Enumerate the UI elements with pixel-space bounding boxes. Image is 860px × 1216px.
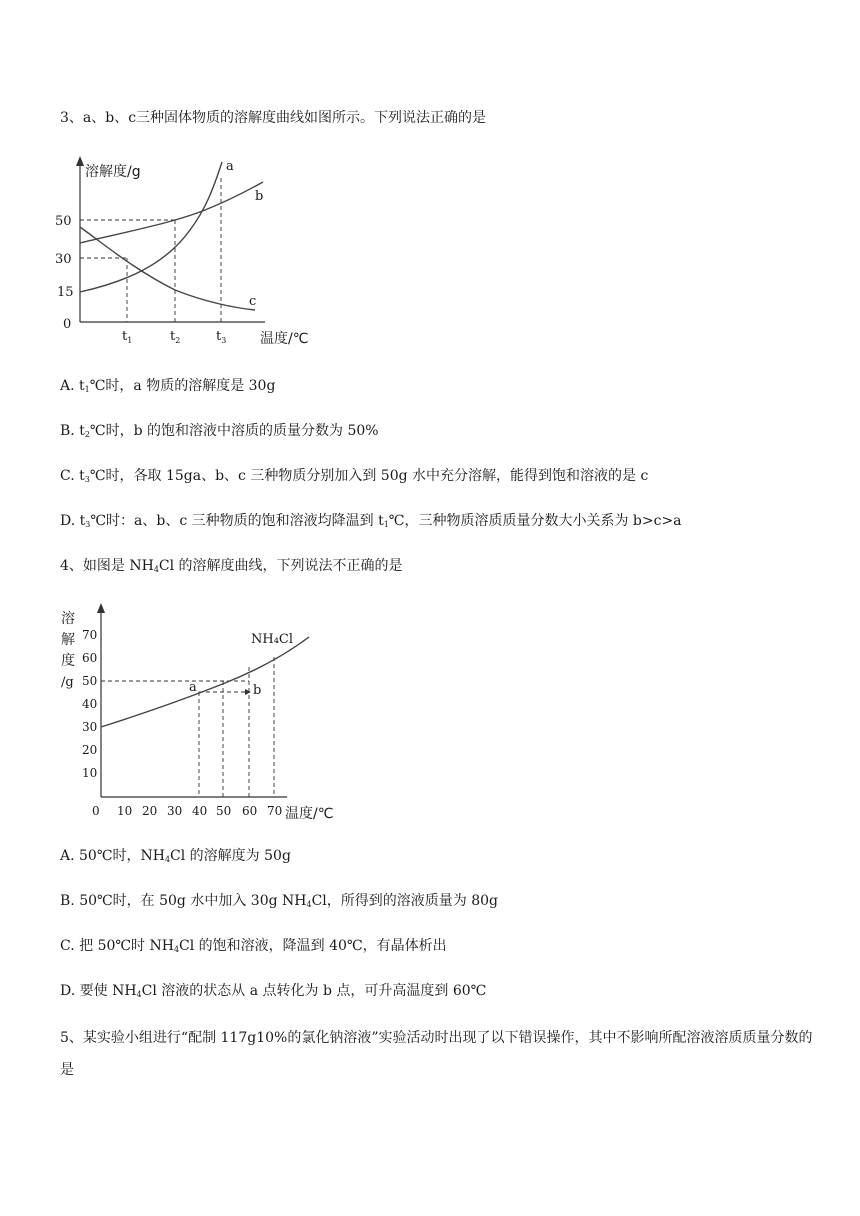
x-tick-t2: $t_2$ (170, 329, 181, 345)
y-tick-30: 30 (55, 252, 72, 267)
question-3-stem: 3、a、b、c三种固体物质的溶解度曲线如图所示。下列说法正确的是 (60, 110, 487, 126)
y-axis-arrow (76, 156, 84, 166)
y-tick-70: 70 (82, 628, 98, 642)
y-axis-label-4: /g (61, 675, 74, 690)
series-label: NH₄Cl (251, 632, 294, 647)
curve-b (80, 182, 263, 243)
y-tick-40: 40 (82, 697, 98, 711)
x-tick-50: 50 (216, 804, 232, 818)
x-tick-10: 10 (117, 804, 133, 818)
q4-option-a[interactable]: A. 50℃时，$NH_4Cl$ 的溶解度为 50g (60, 848, 291, 864)
x-tick-0: 0 (92, 804, 100, 818)
point-a-label: a (189, 680, 197, 695)
y-axis-label-1: 溶 (61, 611, 75, 627)
x-tick-40: 40 (192, 804, 208, 818)
y-tick-10: 10 (82, 766, 98, 780)
x-axis-label: 温度/℃ (285, 806, 334, 822)
y-axis-label-2: 解 (61, 632, 75, 648)
q4-option-c[interactable]: C. 把 50℃时 $NH_4Cl$ 的饱和溶液，降温到 40℃，有晶体析出 (60, 938, 447, 954)
y-tick-50: 50 (82, 674, 98, 688)
y-tick-20: 20 (82, 743, 98, 757)
q3-option-d[interactable]: D. $t_3℃$时：a、b、c 三种物质的饱和溶液均降温到 $t_1℃$，三种物质溶质质量分数大小关系为 b>c>a (60, 513, 682, 529)
guide-lines (80, 178, 221, 322)
x-tick-t3: $t_3$ (216, 329, 227, 345)
x-tick-t1: $t_1$ (122, 329, 133, 345)
solubility-chart-nh4cl (55, 595, 345, 825)
question-4-stem: 4、如图是 $NH_4Cl$ 的溶解度曲线，下列说法不正确的是 (60, 558, 403, 574)
x-tick-20: 20 (142, 804, 158, 818)
q4-option-b[interactable]: B. 50℃时，在 50g 水中加入 30g $NH_4Cl$，所得到的溶液质量为 80g (60, 893, 498, 909)
y-tick-15: 15 (57, 285, 74, 300)
x-axis-label: 温度/℃ (260, 331, 309, 347)
y-axis-arrow (97, 603, 105, 613)
nh4cl-curve (101, 637, 309, 727)
x-tick-70: 70 (267, 804, 283, 818)
question-5-stem: 5、某实验小组进行“配制 117g10%的氯化钠溶液”实验活动时出现了以下错误操作，其中不影响所配溶液溶质质量分数的是 (60, 1030, 813, 1078)
curve-b-label: b (255, 189, 264, 204)
q4-option-d[interactable]: D. 要使 $NH_4Cl$ 溶液的状态从 a 点转化为 b 点，可升高温度到 60℃ (60, 983, 487, 999)
guide-lines (101, 657, 274, 797)
curve-c (80, 227, 255, 310)
curve-a-label: a (226, 159, 234, 174)
y-tick-30: 30 (82, 720, 98, 734)
y-axis-label-3: 度 (61, 653, 75, 669)
curve-c-label: c (249, 294, 257, 309)
q3-option-a[interactable]: A. $t_1℃$时，a 物质的溶解度是 30g (60, 378, 276, 394)
point-b-label: b (253, 683, 262, 698)
x-tick-30: 30 (167, 804, 183, 818)
arrow-to-b (245, 689, 251, 695)
q3-option-c[interactable]: C. $t_3℃$时，各取 15ga、b、c 三种物质分别加入到 50g 水中充分溶解，能得到饱和溶液的是 c (60, 468, 649, 484)
y-tick-0: 0 (63, 317, 72, 332)
y-tick-50: 50 (55, 214, 72, 229)
q3-option-b[interactable]: B. $t_2℃$时，b 的饱和溶液中溶质的质量分数为 50% (60, 423, 379, 439)
solubility-chart-abc (55, 150, 335, 350)
y-axis-label: 溶解度/g (85, 164, 141, 180)
x-tick-60: 60 (242, 804, 258, 818)
y-tick-60: 60 (82, 651, 98, 665)
